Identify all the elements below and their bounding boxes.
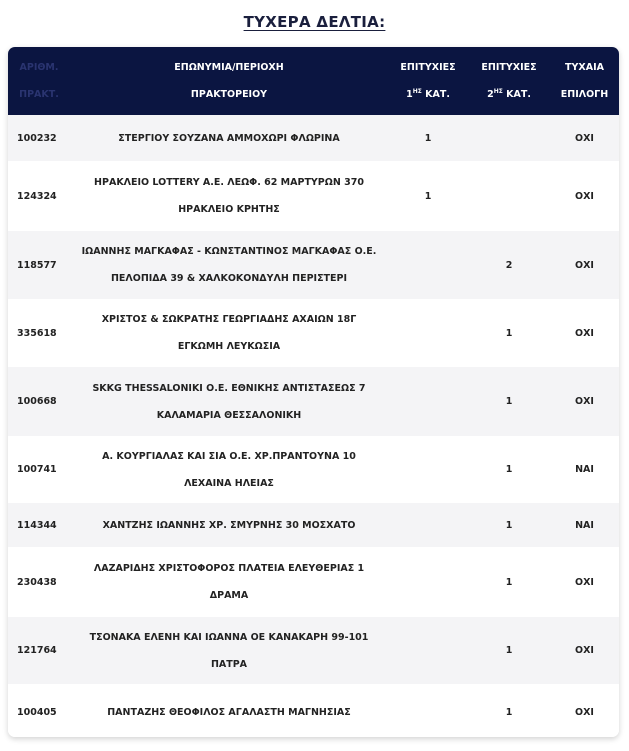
- second-category-cell: [468, 684, 550, 737]
- agency-name-cell: [70, 115, 388, 161]
- agency-name-line2: ΔΡΑΜΑ: [209, 590, 249, 601]
- random-pick-value: ΟΧΙ: [575, 132, 594, 144]
- second-category-cell: [468, 547, 550, 617]
- header-agency-name: [70, 47, 388, 115]
- agency-name-line2: ΛΕΧΑΙΝΑ ΗΛΕΙΑΣ: [184, 477, 274, 489]
- agency-name-cell: [70, 547, 388, 617]
- table-row: [8, 115, 619, 161]
- random-pick-cell: [550, 115, 619, 161]
- header-random-line2: ΕΠΙΛΟΓΗ: [560, 89, 609, 100]
- table-body: [8, 115, 619, 737]
- winners-table-card: [8, 47, 619, 737]
- second-category-cell: [468, 436, 550, 503]
- winners-table: [8, 47, 619, 737]
- agency-code-cell: [8, 503, 70, 547]
- page-title: [0, 11, 629, 33]
- agency-name-cell: [70, 503, 388, 547]
- random-pick-cell: [550, 367, 619, 436]
- first-category-cell: [388, 231, 468, 299]
- second-category-count: 1: [505, 327, 513, 339]
- header-second-num: 2: [487, 89, 494, 100]
- header-second-line1: ΕΠΙΤΥΧΙΕΣ: [481, 62, 537, 73]
- table-row: [8, 436, 619, 503]
- agency-code-cell: [8, 436, 70, 503]
- second-category-cell: [468, 617, 550, 684]
- first-category-cell: [388, 436, 468, 503]
- table-row: [8, 547, 619, 617]
- random-pick-cell: [550, 684, 619, 737]
- table-header: [8, 47, 619, 115]
- header-code-line1: ΑΡΙΘΜ.: [19, 62, 59, 73]
- header-agency-code: [8, 47, 70, 115]
- agency-name-line2: ΠΕΛΟΠΙΔΑ 39 & ΧΑΛΚΟΚΟΝΔΥΛΗ ΠΕΡΙΣΤΕΡΙ: [110, 273, 348, 284]
- header-code-line2: ΠΡΑΚΤ.: [19, 89, 59, 100]
- table-row: [8, 367, 619, 436]
- table-row: [8, 684, 619, 737]
- header-first-suffix: ΚΑΤ.: [421, 89, 450, 100]
- second-category-count: 2: [505, 259, 513, 271]
- agency-code-cell: [8, 367, 70, 436]
- header-random-line1: ΤΥΧΑΙΑ: [565, 62, 604, 73]
- random-pick-cell: [550, 617, 619, 684]
- agency-name-line1: Α. ΚΟΥΡΓΙΑΛΑΣ ΚΑΙ ΣΙΑ Ο.Ε. ΧΡ.ΠΡΑΝΤΟΥΝΑ 10: [102, 450, 356, 462]
- agency-code-cell: [8, 547, 70, 617]
- agency-code: 118577: [17, 259, 57, 271]
- page-title-text: ΤΥΧΕΡΑ ΔΕΛΤΙΑ:: [243, 13, 386, 31]
- random-pick-value: ΟΧΙ: [575, 396, 594, 407]
- header-first-sup: ΗΣ: [412, 88, 422, 95]
- random-pick-cell: [550, 436, 619, 503]
- second-category-count: 1: [505, 396, 513, 407]
- header-second-sup: ΗΣ: [493, 88, 503, 95]
- random-pick-value: ΟΧΙ: [575, 327, 594, 339]
- agency-name-cell: [70, 436, 388, 503]
- first-category-cell: [388, 503, 468, 547]
- agency-name-line1: ΤΣΟΝΑΚΑ ΕΛΕΝΗ ΚΑΙ ΙΩΑΝΝΑ ΟΕ ΚΑΝΑΚΑΡΗ 99-101: [89, 631, 369, 643]
- agency-name-line2: ΗΡΑΚΛΕΙΟ ΚΡΗΤΗΣ: [178, 204, 280, 215]
- agency-code-cell: [8, 115, 70, 161]
- random-pick-value: ΝΑΙ: [575, 464, 594, 475]
- header-name-line1: ΕΠΩΝΥΜΙΑ/ΠΕΡΙΟΧΗ: [174, 62, 284, 73]
- agency-code: 114344: [17, 519, 57, 531]
- random-pick-cell: [550, 161, 619, 231]
- agency-name-line2: ΠΑΤΡΑ: [210, 658, 248, 670]
- header-second-suffix: ΚΑΤ.: [502, 89, 531, 100]
- random-pick-value: ΟΧΙ: [575, 190, 594, 202]
- second-category-count: 1: [505, 707, 513, 718]
- agency-code-cell: [8, 684, 70, 737]
- header-first-line1: ΕΠΙΤΥΧΙΕΣ: [400, 62, 456, 73]
- agency-name-cell: [70, 161, 388, 231]
- second-category-count: 1: [505, 519, 513, 531]
- header-first-num: 1: [406, 89, 413, 100]
- agency-code: 100668: [17, 396, 57, 407]
- agency-name-cell: [70, 231, 388, 299]
- random-pick-value: ΟΧΙ: [575, 645, 594, 656]
- random-pick-cell: [550, 503, 619, 547]
- agency-code: 100405: [17, 707, 57, 718]
- agency-name-line1: ΠΑΝΤΑΖΗΣ ΘΕΟΦΙΛΟΣ ΑΓΑΛΑΣΤΗ ΜΑΓΝΗΣΙΑΣ: [107, 707, 351, 718]
- second-category-cell: [468, 367, 550, 436]
- random-pick-value: ΟΧΙ: [575, 259, 594, 271]
- agency-name-line1: ΛΑΖΑΡΙΔΗΣ ΧΡΙΣΤΟΦΟΡΟΣ ΠΛΑΤΕΙΑ ΕΛΕΥΘΕΡΙΑΣ 1: [93, 563, 365, 574]
- agency-code: 100232: [17, 132, 57, 144]
- first-category-count: 1: [424, 132, 432, 144]
- agency-name-line2: ΕΓΚΩΜΗ ΛΕΥΚΩΣΙΑ: [177, 341, 281, 352]
- second-category-count: 1: [505, 464, 513, 475]
- agency-code: 100741: [17, 464, 57, 475]
- agency-code: 335618: [17, 327, 57, 339]
- agency-code-cell: [8, 161, 70, 231]
- table-row: [8, 617, 619, 684]
- second-category-count: 1: [505, 576, 513, 588]
- second-category-cell: [468, 231, 550, 299]
- agency-name-line2: ΚΑΛΑΜΑΡΙΑ ΘΕΣΣΑΛΟΝΙΚΗ: [156, 409, 302, 421]
- first-category-cell: [388, 299, 468, 367]
- random-pick-cell: [550, 547, 619, 617]
- agency-code-cell: [8, 299, 70, 367]
- second-category-cell: [468, 503, 550, 547]
- agency-name-line1: SKKG THESSALONIKI Ο.Ε. ΕΘΝΙΚΗΣ ΑΝΤΙΣΤΑΣΕΩΣ 7: [92, 382, 366, 394]
- agency-name-line1: ΙΩΑΝΝΗΣ ΜΑΓΚΑΦΑΣ - ΚΩΝΣΤΑΝΤΙΝΟΣ ΜΑΓΚΑΦΑΣ Ο.Ε.: [81, 246, 377, 257]
- agency-code: 121764: [17, 645, 57, 656]
- agency-name-line1: ΗΡΑΚΛΕΙΟ LOTTERY Α.Ε. ΛΕΩΦ. 62 ΜΑΡΤΥΡΩΝ 370: [94, 177, 364, 188]
- second-category-cell: [468, 299, 550, 367]
- table-header-row: [8, 47, 619, 115]
- first-category-cell: [388, 161, 468, 231]
- agency-name-cell: [70, 617, 388, 684]
- agency-name-cell: [70, 299, 388, 367]
- random-pick-value: ΝΑΙ: [575, 519, 594, 531]
- first-category-cell: [388, 684, 468, 737]
- second-category-cell: [468, 115, 550, 161]
- header-first-category: [388, 47, 468, 115]
- agency-name-line1: ΧΡΙΣΤΟΣ & ΣΩΚΡΑΤΗΣ ΓΕΩΡΓΙΑΔΗΣ ΑΧΑΙΩΝ 18Γ: [101, 314, 357, 325]
- first-category-cell: [388, 547, 468, 617]
- random-pick-cell: [550, 299, 619, 367]
- agency-name-cell: [70, 367, 388, 436]
- header-second-category: [468, 47, 550, 115]
- agency-code-cell: [8, 231, 70, 299]
- random-pick-value: ΟΧΙ: [575, 576, 594, 588]
- table-row: [8, 231, 619, 299]
- random-pick-value: ΟΧΙ: [575, 707, 594, 718]
- random-pick-cell: [550, 231, 619, 299]
- second-category-count: 1: [505, 645, 513, 656]
- table-row: [8, 503, 619, 547]
- agency-code: 124324: [17, 190, 57, 202]
- agency-code: 230438: [17, 576, 57, 588]
- first-category-cell: [388, 115, 468, 161]
- agency-code-cell: [8, 617, 70, 684]
- first-category-cell: [388, 617, 468, 684]
- agency-name-line1: ΣΤΕΡΓΙΟΥ ΣΟΥΖΑΝΑ ΑΜΜΟΧΩΡΙ ΦΛΩΡΙΝΑ: [118, 132, 340, 144]
- agency-name-line1: ΧΑΝΤΖΗΣ ΙΩΑΝΝΗΣ ΧΡ. ΣΜΥΡΝΗΣ 30 ΜΟΣΧΑΤΟ: [102, 519, 356, 531]
- agency-name-cell: [70, 684, 388, 737]
- table-row: [8, 299, 619, 367]
- table-row: [8, 161, 619, 231]
- second-category-cell: [468, 161, 550, 231]
- first-category-count: 1: [424, 190, 432, 202]
- first-category-cell: [388, 367, 468, 436]
- header-random-pick: [550, 47, 619, 115]
- header-name-line2: ΠΡΑΚΤΟΡΕΙΟΥ: [190, 89, 268, 100]
